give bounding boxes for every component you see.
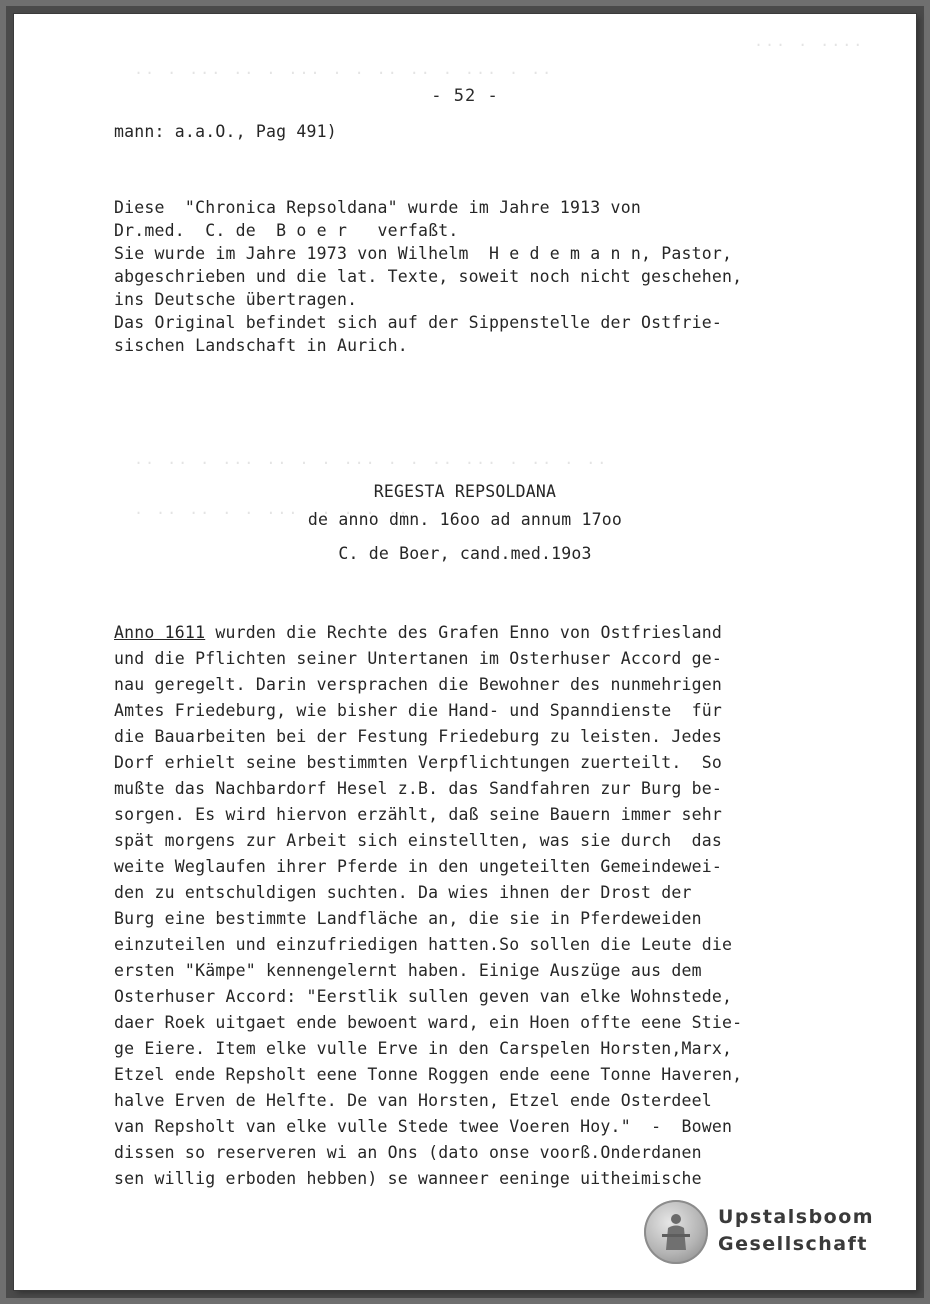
body-line: Anno 1611 wurden die Rechte des Grafen Enno von Ostfriesland [114,623,723,642]
intro-line: mann: a.a.O., Pag 491) [114,122,337,141]
para1-line: Dr.med. C. de B o e r verfaßt. [114,221,459,240]
body-line: daer Roek uitgaet ende bewoent ward, ein Hoen offte eene Stie- [114,1013,743,1032]
bleed-through-text: · ·· ·· · · ··· ·· · · ·· [134,504,410,522]
document-page [14,14,916,1290]
body-line: dissen so reserveren wi an Ons (dato onse voorß.Onderdanen [114,1143,702,1162]
heading-author: C. de Boer, cand.med.19o3 [338,544,592,563]
body-line: spät morgens zur Arbeit sich einstellten, was sie durch das [114,831,723,850]
body-line: Dorf erhielt seine bestimmten Verpflichtungen zuerteilt. So [114,753,723,772]
body-line: van Repsholt van elke vulle Stede twee Voeren Hoy." - Bowen [114,1117,733,1136]
heading-subtitle: de anno dmn. 16oo ad annum 17oo [307,510,623,529]
year-anno-1611: Anno 1611 [114,623,206,642]
para1-line: Sie wurde im Jahre 1973 von Wilhelm H e d e m a n n, Pastor, [114,244,733,263]
body-line: mußte das Nachbardorf Hesel z.B. das Sandfahren zur Burg be- [114,779,723,798]
body-line: weite Weglaufen ihrer Pferde in den ungeteilten Gemeindewei- [114,857,723,876]
bleed-through-text: ·· ·· · ··· ·· · · ··· · · ·· ··· · ·· · ·· [134,454,609,472]
body-line: Etzel ende Repsholt eene Tonne Roggen ende eene Tonne Haveren, [114,1065,743,1084]
page-number: - 52 - [431,86,499,106]
upstalsboom-logo [644,1198,884,1268]
bleed-through-text: ·· · ··· ·· · ··· · · ·· ·· · ··· · ·· [134,64,554,82]
figure-icon [658,1212,694,1252]
body-line: den zu entschuldigen suchten. Da wies ihnen der Drost der [114,883,692,902]
body-line: ge Eiere. Item elke vulle Erve in den Carspelen Horsten,Marx, [114,1039,733,1058]
body-line: sen willig erboden hebben) se wanneer eeninge uitheimische [114,1169,702,1188]
body-line: sorgen. Es wird hiervon erzählt, daß seine Bauern immer sehr [114,805,723,824]
body-line: Osterhuser Accord: "Eerstlik sullen geven van elke Wohnstede, [114,987,733,1006]
logo-line1: Upstalsboom [718,1206,875,1228]
body-line: Amtes Friedeburg, wie bisher die Hand- und Spanndienste für [114,701,723,720]
body-line: die Bauarbeiten bei der Festung Friedeburg zu leisten. Jedes [114,727,723,746]
body-line: halve Erven de Helfte. De van Horsten, Etzel ende Osterdeel [114,1091,712,1110]
body-line: Burg eine bestimmte Landfläche an, die sie in Pferdeweiden [114,909,702,928]
logo-line2: Gesellschaft [718,1233,868,1255]
bleed-through-text: ··· · ···· [754,36,865,54]
body-line: und die Pflichten seiner Untertanen im Osterhuser Accord ge- [114,649,723,668]
logo-text [718,1204,874,1258]
para1-line: ins Deutsche übertragen. [114,290,358,309]
body-line: ersten "Kämpe" kennengelernt haben. Einige Auszüge aus dem [114,961,702,980]
para1-line: sischen Landschaft in Aurich. [114,336,408,355]
seal-icon [644,1200,708,1264]
body-line: nau geregelt. Darin versprachen die Bewohner des nunmehrigen [114,675,723,694]
para1-line: abgeschrieben und die lat. Texte, soweit noch nicht geschehen, [114,267,743,286]
heading-title: REGESTA REPSOLDANA [373,482,557,501]
para1-line: Diese "Chronica Repsoldana" wurde im Jahre 1913 von [114,198,641,217]
body-line: einzuteilen und einzufriedigen hatten.So sollen die Leute die [114,935,733,954]
para1-line: Das Original befindet sich auf der Sippenstelle der Ostfrie- [114,313,723,332]
